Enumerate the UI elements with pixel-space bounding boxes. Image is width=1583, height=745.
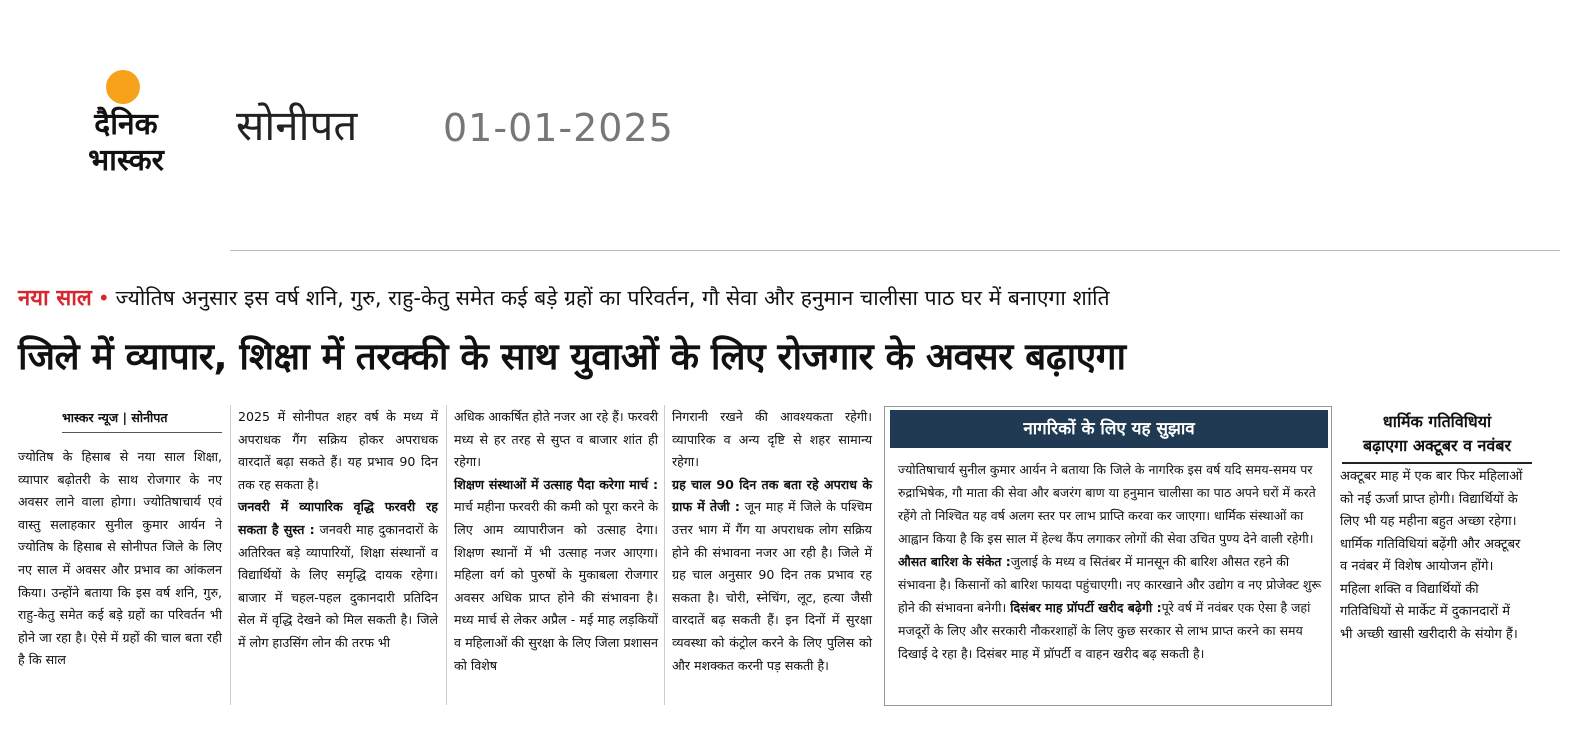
column-divider xyxy=(664,405,665,705)
top-divider xyxy=(230,250,1560,251)
subheadline: ज्योतिष अनुसार इस वर्ष शनि, गुरु, राहु-केतु समेत कई बड़े ग्रहों का परिवर्तन, गौ सेवा और हनुमान चालीसा पाठ घर में बनाएगा शांति xyxy=(115,286,1110,310)
tips-text-property: पूरे वर्ष में नवंबर एक ऐसा है जहां मजदूरों के लिए और सरकारी नौकरशाहों के लिए कुछ सरकार से लाभ प्राप्त करने का समय दिखाई दे रहा है। दिसंबर माह में प्रॉपर्टी व वाहन खरीद बढ़ सकती है। xyxy=(898,600,1311,661)
article-column-1 xyxy=(18,446,222,672)
column-3-text: अधिक आकर्षित होते नजर आ रहे हैं। फरवरी मध्य से हर तरह से सुप्त व बाजार शांत ही रहेगा। xyxy=(454,409,658,470)
column-3-text-cont: मार्च महीना फरवरी की कमी को पूरा करने के लिए आम व्यापारीजन को उत्साह देगा। शिक्षण स्थानों में भी उत्साह नजर आएगा। महिला वर्ग को पुरुषों के मुकाबला रोजगार अवसर अधिक प्राप्त होने की संभावना है। मध्य मार्च से लेकर अप्रैल - मई माह लड़कियों व महिलाओं की सुरक्षा के लिए जिला प्रशासन को विशेष xyxy=(454,499,658,673)
article-column-3 xyxy=(454,406,658,677)
religious-title-rule xyxy=(1342,462,1532,464)
tips-text: ज्योतिषाचार्य सुनील कुमार आर्यन ने बताया कि जिले के नागरिक इस वर्ष यदि समय-समय पर रुद्राभिषेक, गौ माता की सेवा और बजरंग बाण या हनुमान चालीसा का पाठ अपने घरों में करते रहेंगे तो निश्चित यह वर्ष अलग स्तर पर लाभ प्राप्ति करवा कर जाएगा। धार्मिक संस्थाओं का आह्वान किया है कि इस साल में हेल्थ कैंप लगाकर लोगों की सेवा उचित पुण्य देने वाली रहेगी। xyxy=(898,462,1316,546)
column-3-subheading: शिक्षण संस्थाओं में उत्साह पैदा करेगा मार्च : xyxy=(454,476,658,492)
religious-title-line1: धार्मिक गतिविधियां xyxy=(1382,412,1492,431)
column-divider xyxy=(446,405,447,705)
religious-box-title xyxy=(1342,410,1532,458)
dainik-bhaskar-logo xyxy=(64,66,188,196)
sun-logo-icon xyxy=(106,70,140,104)
edition-date: 01-01-2025 xyxy=(443,106,674,150)
column-4-text: निगरानी रखने की आवश्यकता रहेगी। व्यापारिक व अन्य दृष्टि से शहर सामान्य रहेगा। xyxy=(672,409,872,470)
column-4-subheading: ग्रह चाल 90 दिन तक बता रहे अपराध के ग्राफ में तेजी : xyxy=(672,476,872,515)
column-1-text: ज्योतिष के हिसाब से नया साल शिक्षा, व्यापार बढ़ोतरी के साथ रोजगार के नए अवसर लाने वाला होगा। ज्योतिषाचार्य एवं वास्तु सलाहकार सुनील कुमार आर्यन ने ज्योतिष के हिसाब से सोनीपत जिले के लिए नए साल में अवसर और प्रभाव का आंकलन किया। उन्होंने बताया कि इस वर्ष शनि, गुरु, राहु-केतु समेत कई बड़े ग्रहों का परिवर्तन भी होने जा रहा है। ऐसे में ग्रहों की चाल बता रही है कि साल xyxy=(18,449,222,668)
byline: भास्कर न्यूज | सोनीपत xyxy=(62,410,168,425)
edition-city: सोनीपत xyxy=(236,101,358,150)
column-2-text-cont: जनवरी माह दुकानदारों के अतिरिक्त बड़े व्यापारियों, शिक्षा संस्थानों व विद्यार्थियों के लिए समृद्धि दायक रहेगा। बाजार में चहल-पहल दुकानदारी प्रतिदिन सेल में वृद्धि देखने को मिल सकती है। जिले में लोग हाउसिंग लोन की तरफ भी xyxy=(238,521,439,650)
religious-box-body: अक्टूबर माह में एक बार फिर महिलाओं को नई ऊर्जा प्राप्त होगी। विद्यार्थियों के लिए भी यह महीना बहुत अच्छा रहेगा। धार्मिक गतिविधियां बढ़ेंगी और अक्टूबर व नवंबर में विशेष आयोजन होंगे। महिला शक्ति व विद्यार्थियों की गतिविधियों से मार्केट में दुकानदारों में भी अच्छी खासी खरीदारी के संयोग हैं। xyxy=(1340,469,1523,642)
main-headline: जिले में व्यापार, शिक्षा में तरक्की के साथ युवाओं के लिए रोजगार के अवसर बढ़ाएगा xyxy=(18,335,1126,378)
tips-subheading-property: दिसंबर माह प्रॉपर्टी खरीद बढ़ेगी : xyxy=(1010,600,1162,615)
article-column-4 xyxy=(672,406,872,677)
byline-underline xyxy=(62,432,222,433)
logo-text-line2: भास्कर xyxy=(88,143,164,178)
tips-box-body xyxy=(898,458,1324,665)
tips-text-rain: जुलाई के मध्य व सितंबर में मानसून की बारिश औसत रहने की संभावना है। किसानों को बारिश फायदा पहुंचाएगी। नए कारखाने और उद्योग व नए प्रोजेक्ट शुरू होने की संभावना बनेगी। xyxy=(898,554,1322,615)
kicker-label: नया साल xyxy=(18,286,92,311)
kicker-bullet-icon: • xyxy=(97,286,110,310)
column-divider xyxy=(230,405,231,705)
kicker-row xyxy=(18,282,1578,318)
column-2-subheading: जनवरी में व्यापारिक वृद्धि फरवरी रह सकता है सुस्त : xyxy=(238,499,438,537)
column-2-text: 2025 में सोनीपत शहर वर्ष के मध्य में अपराधक गैंग सक्रिय होकर अपराधक वारदातें बढ़ा सकते हैं। यह प्रभाव 90 दिन तक रह सकता है। xyxy=(238,409,438,492)
tips-subheading-rain: औसत बारिश के संकेत : xyxy=(898,554,1011,569)
tips-box-title: नागरिकों के लिए यह सुझाव xyxy=(890,410,1328,448)
column-4-text-cont: जून माह में जिले के पश्चिम उत्तर भाग में गैंग या अपराधक लोग सक्रिय होने की संभावना नजर आ रही है। जिले में ग्रह चाल अनुसार 90 दिन तक प्रभाव रह सकता है। चोरी, स्नेचिंग, लूट, हत्या जैसी वारदातें बढ़ सकती हैं। इन दिनों में सुरक्षा व्यवस्था को कंट्रोल करने के लिए पुलिस को और मशक्कत करनी पड़ सकती है। xyxy=(672,499,872,673)
logo-text-line1: दैनिक xyxy=(94,107,158,142)
religious-title-line2: बढ़ाएगा अक्टूबर व नवंबर xyxy=(1362,436,1512,455)
article-column-2 xyxy=(238,406,438,655)
